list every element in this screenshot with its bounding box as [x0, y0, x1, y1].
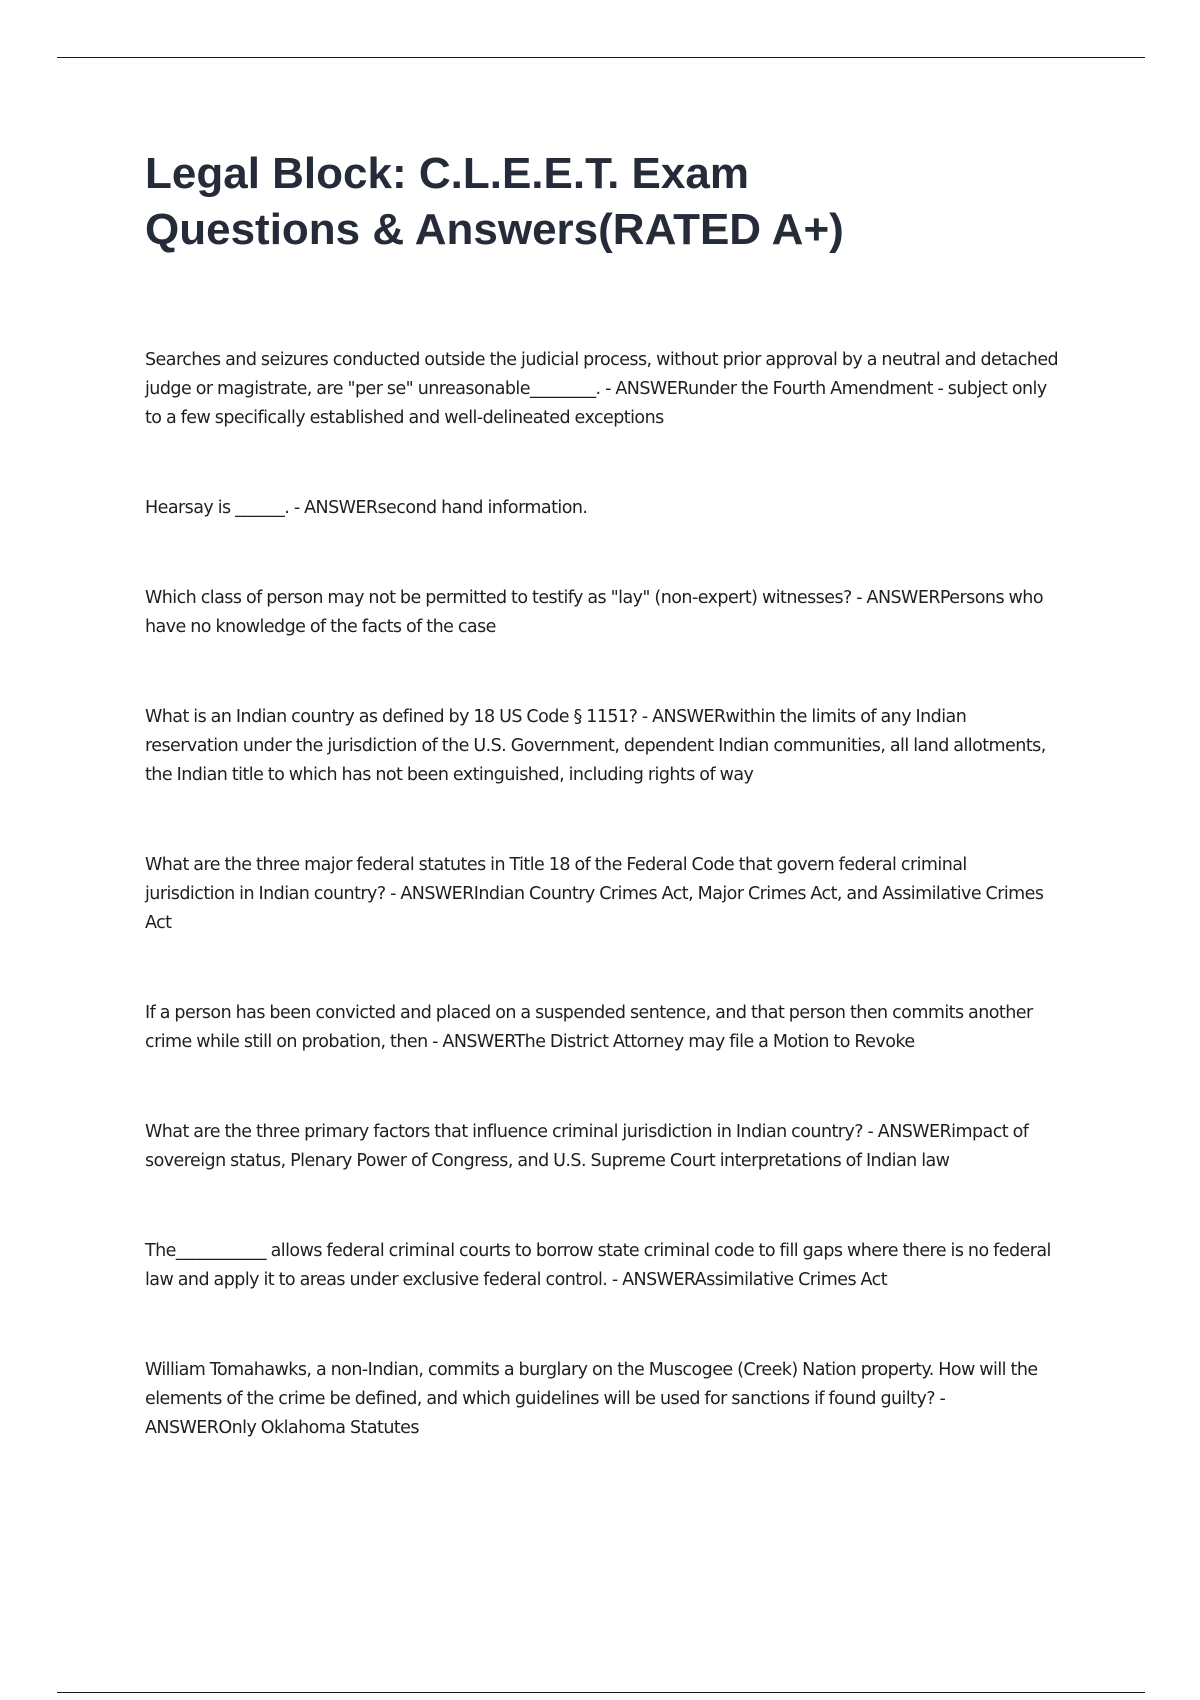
qa-item: What is an Indian country as defined by 18 US Code § 1151? - ANSWERwithin the limits of any Indian reservation under the jurisdiction of the U.S. Government, dependent Indian communities, all land allotments, the Indian title to which has not been extinguished, including rights of way [145, 707, 1046, 785]
qa-item: If a person has been convicted and placed on a suspended sentence, and that person then commits another crime while still on probation, then - ANSWERThe District Attorney may file a Motion to Revoke [145, 1003, 1033, 1052]
document-title-line-2: Questions & Answers(RATED A+) [145, 205, 844, 254]
qa-list [145, 346, 1060, 1443]
qa-item: Hearsay is ______. - ANSWERsecond hand information. [145, 498, 588, 518]
qa-item: Which class of person may not be permitted to testify as "lay" (non-expert) witnesses? - ANSWERPersons who have no knowledge of the facts of the case [145, 588, 1043, 637]
qa-item: Searches and seizures conducted outside the judicial process, without prior approval by a neutral and detached judge or magistrate, are "per se" unreasonable________. - ANSWERunder the Fourth Amendment - subject only to a few specifically established and well-delineated exceptions [145, 350, 1059, 428]
qa-item: What are the three primary factors that influence criminal jurisdiction in Indian country? - ANSWERimpact of sovereign status, Plenary Power of Congress, and U.S. Supreme Court interpretations of Indian law [145, 1122, 1029, 1171]
qa-item: The___________ allows federal criminal courts to borrow state criminal code to fill gaps where there is no federal law and apply it to areas under exclusive federal control. - ANSWERAssimilative Crimes Act [145, 1241, 1051, 1290]
footer-rule [57, 1692, 1145, 1693]
page-content [145, 146, 1060, 1504]
qa-item: William Tomahawks, a non-Indian, commits a burglary on the Muscogee (Creek) Nation property. How will the elements of the crime be defined, and which guidelines will be used for sanctions if found guilty? - ANSWEROnly Oklahoma Statutes [145, 1360, 1038, 1438]
qa-item: What are the three major federal statutes in Title 18 of the Federal Code that govern federal criminal jurisdiction in Indian country? - ANSWERIndian Country Crimes Act, Major Crimes Act, and Assimilative Crimes Act [145, 855, 1044, 933]
document-title [145, 146, 1060, 258]
header-rule [57, 57, 1145, 58]
document-title-line-1: Legal Block: C.L.E.E.T. Exam [145, 149, 749, 198]
